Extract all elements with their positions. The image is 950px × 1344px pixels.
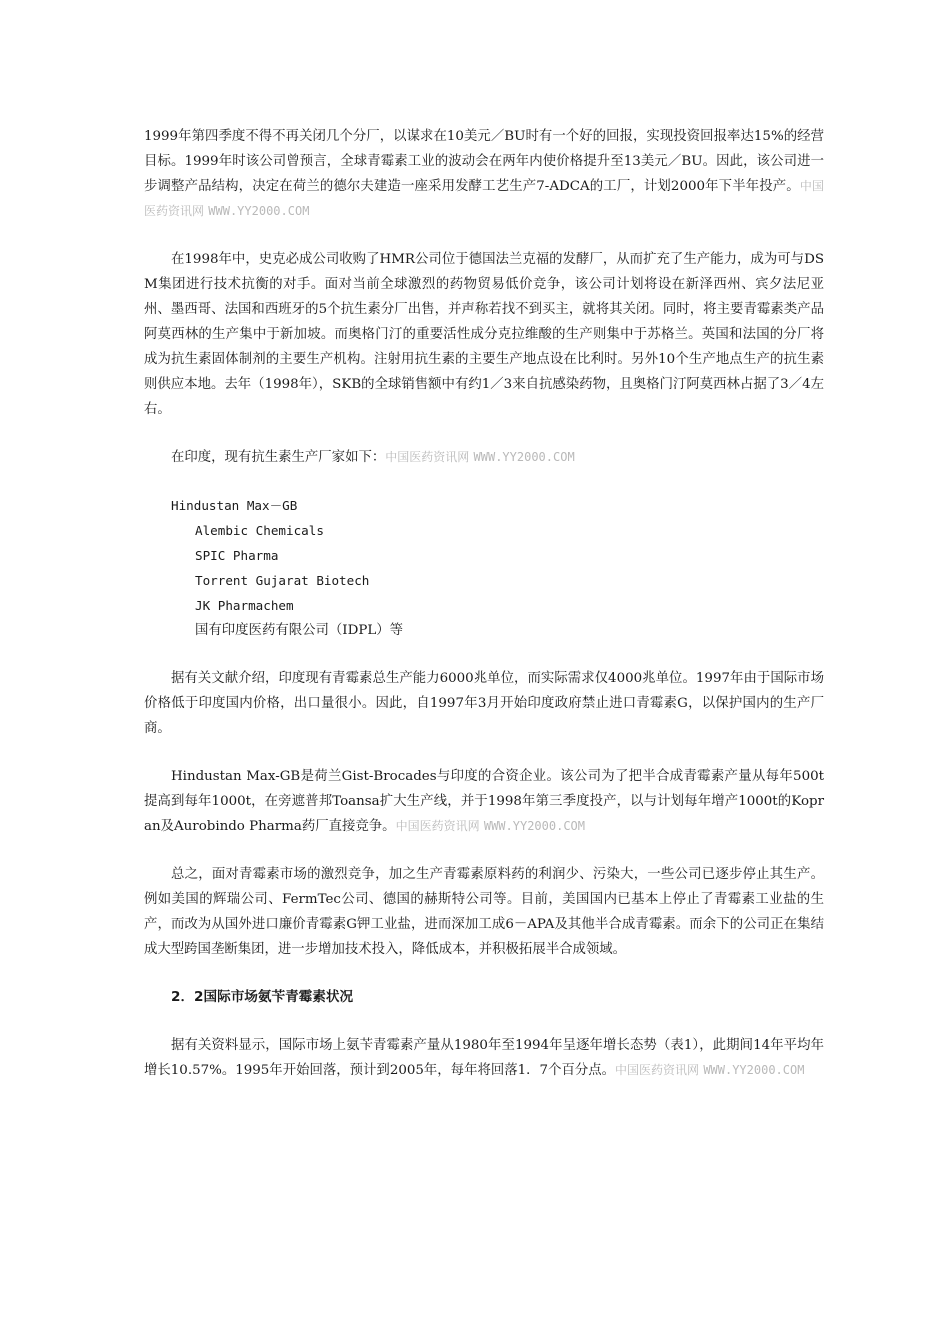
watermark-url: WWW.YY2000.COM xyxy=(483,819,585,833)
manufacturer-list-head: Hindustan Max－GB xyxy=(171,498,298,513)
paragraph-4: 据有关文献介绍，印度现有青霉素总生产能力6000兆单位，而实际需求仅4000兆单位。1997年由于国际市场价格低于印度国内价格，出口量很小。因此，自1997年3月开始印度政府禁止进口青霉素G，以保护国内的生产厂商。 xyxy=(144,671,824,736)
watermark-url: WWW.YY2000.COM xyxy=(208,204,310,218)
list-item: Torrent Gujarat Biotech xyxy=(195,573,370,588)
paragraph-7 xyxy=(144,1033,824,1083)
paragraph-5 xyxy=(144,764,824,839)
manufacturer-list xyxy=(144,493,824,643)
paragraph-6: 总之，面对青霉素市场的激烈竞争，加之生产青霉素原料药的利润少、污染大，一些公司已逐步停止其生产。例如美国的辉瑞公司、FermTec公司、德国的赫斯特公司等。目前，美国国内已基本上停止了青霉素工业盐的生产，而改为从国外进口廉价青霉素G钾工业盐，进而深加工成6－APA及其他半合成青霉素。而余下的公司正在集结成大型跨国垄断集团，进一步增加技术投入，降低成本，并积极拓展半合成领域。 xyxy=(144,867,824,957)
watermark-cn: 中国医药资讯网 xyxy=(385,450,470,464)
watermark-url: WWW.YY2000.COM xyxy=(703,1063,805,1077)
section-heading: 2．2国际市场氨苄青霉素状况 xyxy=(171,989,354,1005)
paragraph-3 xyxy=(144,445,824,470)
paragraph-2: 在1998年中，史克必成公司收购了HMR公司位于德国法兰克福的发酵厂，从而扩充了生产能力，成为可与DSM集团进行技术抗衡的对手。面对当前全球激烈的药物贸易低价竞争，该公司计划将设在新泽西州、宾夕法尼亚州、墨西哥、法国和西班牙的5个抗生素分厂出售，并声称若找不到买主，就将其关闭。同时，将主要青霉素类产品阿莫西林的生产集中于新加坡。而奥格门汀的重要活性成分克拉维酸的生产则集中于苏格兰。英国和法国的分厂将成为抗生素固体制剂的主要生产机构。注射用抗生素的主要生产地点设在比利时。另外10个生产地点生产的抗生素则供应本地。去年（1998年），SKB的全球销售额中有约1／3来自抗感染药物，且奥格门汀阿莫西林占据了3／4左右。 xyxy=(144,252,824,417)
list-item: SPIC Pharma xyxy=(195,548,279,563)
list-item: JK Pharmachem xyxy=(195,598,294,613)
paragraph-7-text: 据有关资料显示，国际市场上氨苄青霉素产量从1980年至1994年呈逐年增长态势（表1），此期间14年平均年增长10.57%。1995年开始回落，预计到2005年，每年将回落1．7个百分点。 xyxy=(144,1038,824,1078)
document-page xyxy=(144,124,824,1106)
paragraph-5-text: Hindustan Max-GB是荷兰Gist-Brocades与印度的合资企业。该公司为了把半合成青霉素产量从每年500t提高到每年1000t，在旁遮普邦Toansa扩大生产线，并于1998年第三季度投产，以与计划每年增产1000t的Kopran及Aurobindo Pharma药厂直接竞争。 xyxy=(144,769,824,834)
watermark-cn: 中国医药资讯网 xyxy=(615,1063,700,1077)
watermark-cn: 中国医药资讯网 xyxy=(144,179,824,218)
list-item: Alembic Chemicals xyxy=(195,523,324,538)
watermark-url: WWW.YY2000.COM xyxy=(473,450,575,464)
list-item: 国有印度医药有限公司（IDPL）等 xyxy=(195,623,404,638)
paragraph-1-text: 1999年第四季度不得不再关闭几个分厂，以谋求在10美元／BU时有一个好的回报，实现投资回报率达15%的经营目标。1999年时该公司曾预言，全球青霉素工业的波动会在两年内使价格提升至13美元／BU。因此，该公司进一步调整产品结构，决定在荷兰的德尔夫建造一座采用发酵工艺生产7-ADCA的工厂，计划2000年下半年投产。 xyxy=(144,129,824,194)
paragraph-1 xyxy=(144,124,824,224)
watermark-cn: 中国医药资讯网 xyxy=(395,819,480,833)
paragraph-3-text: 在印度，现有抗生素生产厂家如下： xyxy=(171,450,386,465)
